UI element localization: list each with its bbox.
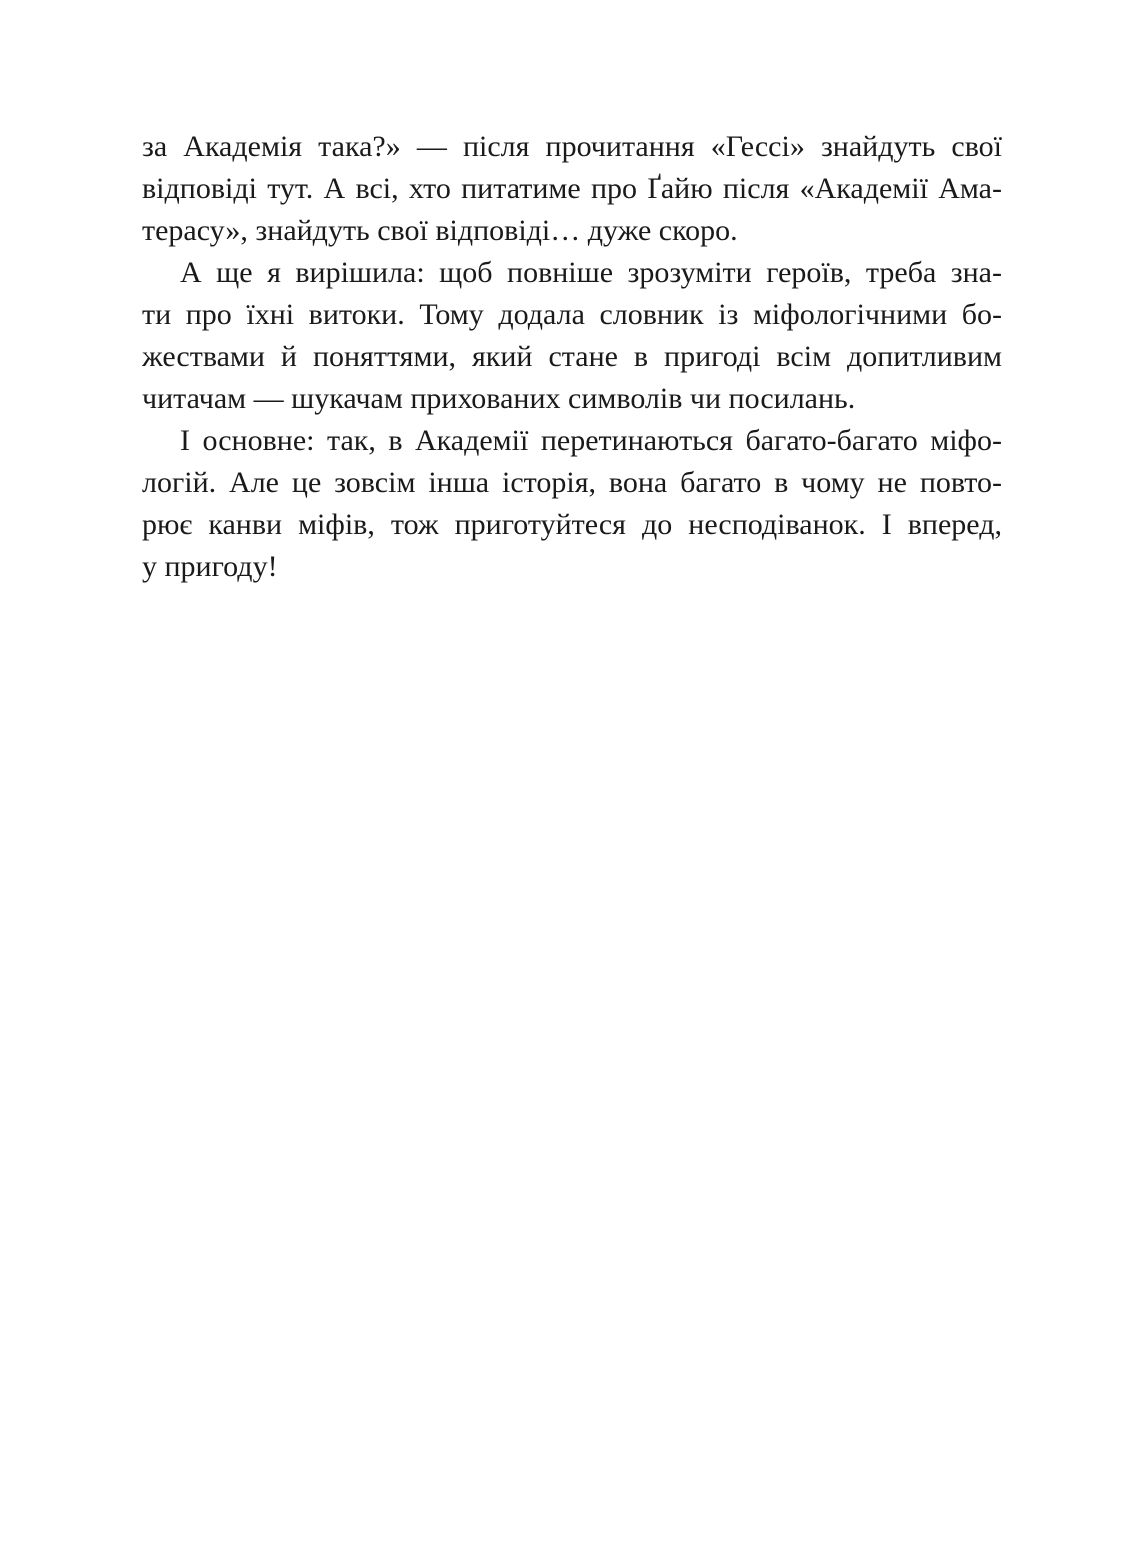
paragraph-2 bbox=[142, 252, 1002, 420]
paragraph-1 bbox=[142, 126, 1002, 252]
text-line: рює канви міфів, тож приготуйтеся до несподіванок. І вперед, bbox=[142, 508, 1002, 541]
text-line: у пригоду! bbox=[142, 550, 278, 583]
text-line: А ще я вирішила: щоб повніше зрозуміти героїв, треба зна- bbox=[180, 256, 1002, 289]
body-text bbox=[142, 126, 1002, 588]
text-line: читачам — шукачам прихованих символів чи посилань. bbox=[142, 382, 856, 415]
text-line: ти про їхні витоки. Тому додала словник із міфологічними бо- bbox=[142, 298, 1002, 331]
text-line: терасу», знайдуть свої відповіді… дуже скоро. bbox=[142, 214, 738, 247]
text-line: жествами й поняттями, який стане в пригоді всім допитливим bbox=[142, 340, 1002, 373]
text-line: І основне: так, в Академії перетинаються багато-багато міфо- bbox=[180, 424, 1002, 457]
text-line: логій. Але це зовсім інша історія, вона багато в чому не повто- bbox=[142, 466, 1002, 499]
text-line: за Академія така?» — після прочитання «Гессі» знайдуть свої bbox=[142, 130, 1002, 163]
paragraph-3 bbox=[142, 420, 1002, 588]
text-line: відповіді тут. А всі, хто питатиме про Ґайю після «Академії Ама- bbox=[142, 172, 1002, 205]
